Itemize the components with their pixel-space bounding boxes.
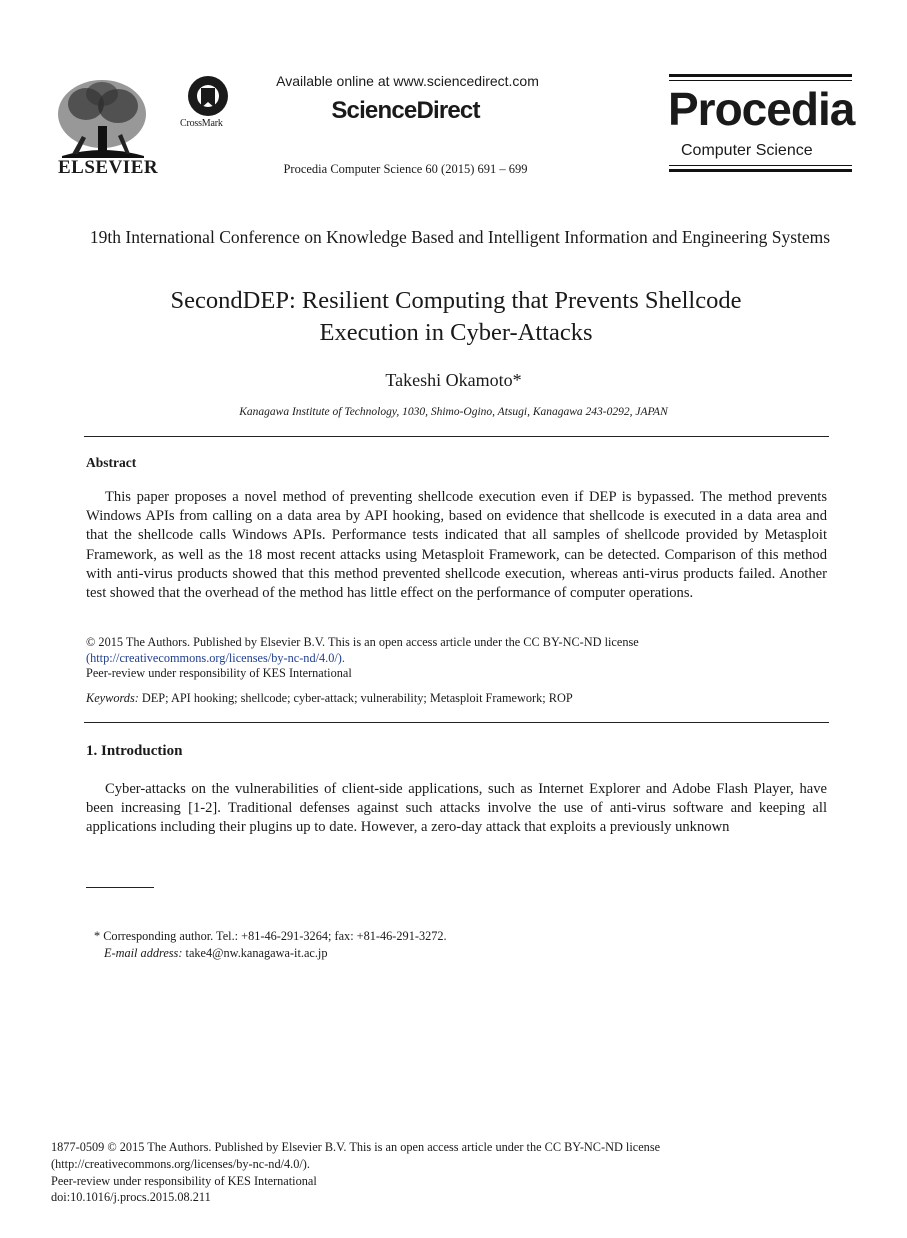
available-online-text[interactable]: Available online at www.sciencedirect.com	[276, 73, 539, 89]
footnote-marker: *	[94, 929, 101, 943]
sciencedirect-logo: ScienceDirect	[331, 97, 480, 124]
keywords-list: DEP; API hooking; shellcode; cyber-attack; vulnerability; Metasploit Framework; ROP	[138, 691, 573, 705]
elsevier-wordmark: ELSEVIER	[58, 157, 159, 178]
copyright-line: © 2015 The Authors. Published by Elsevier B.V. This is an open access article under the CC BY-NC-ND license	[86, 635, 639, 649]
procedia-bottom-rule	[669, 169, 852, 172]
footer-license: 1877-0509 © 2015 The Authors. Published by Elsevier B.V. This is an open access article under the CC BY-NC-ND license	[51, 1140, 661, 1154]
keywords-label: Keywords:	[86, 691, 139, 705]
abstract-body	[86, 488, 827, 603]
procedia-top-rule	[669, 74, 852, 77]
footer-license-link[interactable]: (http://creativecommons.org/licenses/by-nc-nd/4.0/).	[51, 1156, 310, 1171]
license-block	[86, 635, 827, 682]
crossmark-label: CrossMark	[180, 118, 223, 129]
procedia-top-rule-thin	[669, 80, 852, 81]
divider-top	[84, 436, 829, 437]
divider-bottom	[84, 722, 829, 723]
abstract-text: This paper proposes a novel method of preventing shellcode execution even if DEP is bypassed. The method prevents Windows APIs from calling on a data area by API hooking, based on evidence that shellcode is executed in a data area and that the shellcode calls Windows APIs. Performance tests indicated that all samples of shellcode provided by Metasploit Framework, as well as the 18 most recent attacks using Metasploit Framework, can be detected. Comparison of this method with anti-virus products showed that this method prevented shellcode execution, whereas anti-virus products failed. Another test showed that the overhead of the method has little effect on the performance of computer operations.	[86, 489, 827, 602]
corresponding-author: Corresponding author. Tel.: +81-46-291-3264; fax: +81-46-291-3272.	[100, 929, 447, 943]
conference-name: 19th International Conference on Knowledge Based and Intelligent Information and Engineering Systems	[89, 227, 831, 247]
procedia-bottom-rule-thin	[669, 165, 852, 166]
procedia-subtitle: Computer Science	[681, 142, 813, 159]
footnote-rule	[86, 887, 154, 888]
license-link[interactable]: (http://creativecommons.org/licenses/by-nc-nd/4.0/).	[86, 650, 345, 665]
email-address[interactable]: take4@nw.kanagawa-it.ac.jp	[182, 945, 328, 960]
footer-peer-review: Peer-review under responsibility of KES International	[51, 1173, 317, 1188]
introduction-text: Cyber-attacks on the vulnerabilities of client-side applications, such as Internet Explorer and Adobe Flash Player, have been increasing [1-2]. Traditional defenses against such attacks involve the use of anti-virus software and keeping all applications including their plugins up to date. However, a zero-day attack that exploits a previously unknown	[86, 781, 827, 836]
footnote	[94, 928, 447, 961]
procedia-logo: Procedia	[668, 83, 855, 135]
introduction-body	[86, 780, 827, 838]
author-name: Takeshi Okamoto*	[385, 370, 522, 390]
email-label: E-mail address:	[104, 945, 183, 960]
keywords	[86, 691, 573, 706]
peer-review-line: Peer-review under responsibility of KES International	[86, 666, 352, 680]
journal-reference: Procedia Computer Science 60 (2015) 691 – 699	[283, 162, 528, 176]
abstract-heading: Abstract	[86, 455, 137, 470]
paper-title	[60, 285, 852, 349]
affiliation: Kanagawa Institute of Technology, 1030, Shimo-Ogino, Atsugi, Kanagawa 243-0292, JAPAN	[239, 406, 668, 418]
title-line-1: SecondDEP: Resilient Computing that Prevents Shellcode	[170, 287, 742, 314]
page-footer	[51, 1139, 660, 1206]
footer-doi[interactable]: doi:10.1016/j.procs.2015.08.211	[51, 1190, 211, 1205]
title-line-2: Execution in Cyber-Attacks	[319, 319, 593, 346]
section-heading-introduction: 1. Introduction	[86, 743, 183, 759]
